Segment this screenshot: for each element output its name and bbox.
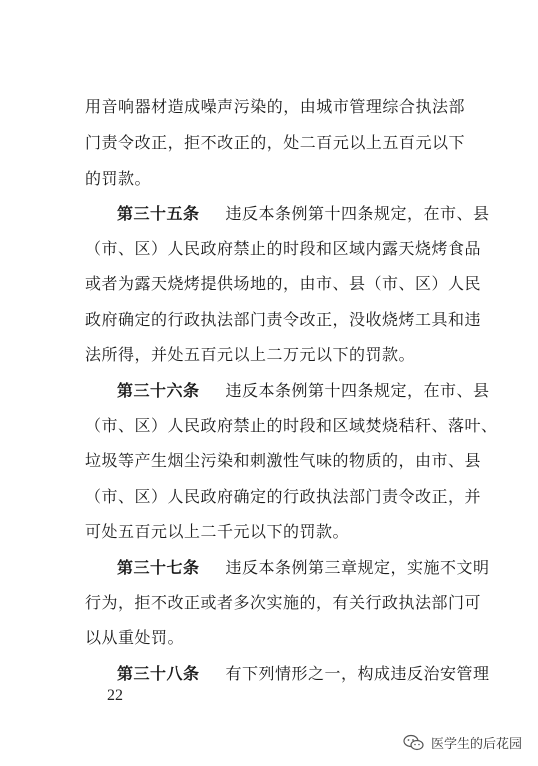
article-number: 第三十六条 <box>117 381 200 400</box>
text-line <box>85 168 465 190</box>
watermark <box>403 733 522 752</box>
article-number: 第三十八条 <box>117 664 200 683</box>
line-text: 或者为露天烧烤提供场地的，由市、县（市、区）人民 <box>85 274 482 293</box>
line-text: 有下列情形之一，构成违反治安管理 <box>225 664 490 683</box>
text-line <box>85 521 465 543</box>
text-line <box>85 450 482 472</box>
line-text: 违反本条例第十四条规定，在市、县 <box>225 204 490 223</box>
text-line <box>85 238 482 260</box>
line-text: 垃圾等产生烟尘污染和刺激性气味的物质的，由市、县 <box>85 451 482 470</box>
line-text: 政府确定的行政执法部门责令改正，没收烧烤工具和违 <box>85 310 482 329</box>
line-text: 以从重处罚。 <box>85 628 185 647</box>
page-number: 22 <box>107 687 123 704</box>
article-first-line <box>117 663 490 685</box>
line-text: 行为，拒不改正或者多次实施的，有关行政执法部门可 <box>85 593 482 612</box>
text-line <box>85 273 482 295</box>
text-line <box>85 627 465 649</box>
article-first-line <box>117 203 490 225</box>
wechat-icon <box>403 734 425 752</box>
line-text: （市、区）人民政府禁止的时段和区域焚烧秸秆、落叶、 <box>85 416 498 435</box>
text-line <box>85 96 465 118</box>
article-first-line <box>117 380 490 402</box>
line-text: 可处五百元以上二千元以下的罚款。 <box>85 522 350 541</box>
line-text: 违反本条例第三章规定，实施不文明 <box>225 558 490 577</box>
text-line <box>85 592 482 614</box>
text-line <box>85 415 498 437</box>
text-line <box>85 132 465 154</box>
line-text: （市、区）人民政府确定的行政执法部门责令改正，并 <box>85 487 482 506</box>
watermark-text: 医学生的后花园 <box>430 737 522 752</box>
line-text: 法所得，并处五百元以上二万元以下的罚款。 <box>85 345 416 364</box>
article-number: 第三十七条 <box>117 558 200 577</box>
line-text: 门责令改正，拒不改正的，处二百元以上五百元以下 <box>85 133 465 152</box>
text-line <box>85 344 465 366</box>
line-text: 的罚款。 <box>85 169 152 188</box>
text-line <box>85 486 482 508</box>
line-text: （市、区）人民政府禁止的时段和区域内露天烧烤食品 <box>85 239 482 258</box>
text-line <box>85 309 482 331</box>
line-text: 违反本条例第十四条规定，在市、县 <box>225 381 490 400</box>
article-number: 第三十五条 <box>117 204 200 223</box>
line-text: 用音响器材造成噪声污染的，由城市管理综合执法部 <box>85 97 465 116</box>
article-first-line <box>117 557 490 579</box>
